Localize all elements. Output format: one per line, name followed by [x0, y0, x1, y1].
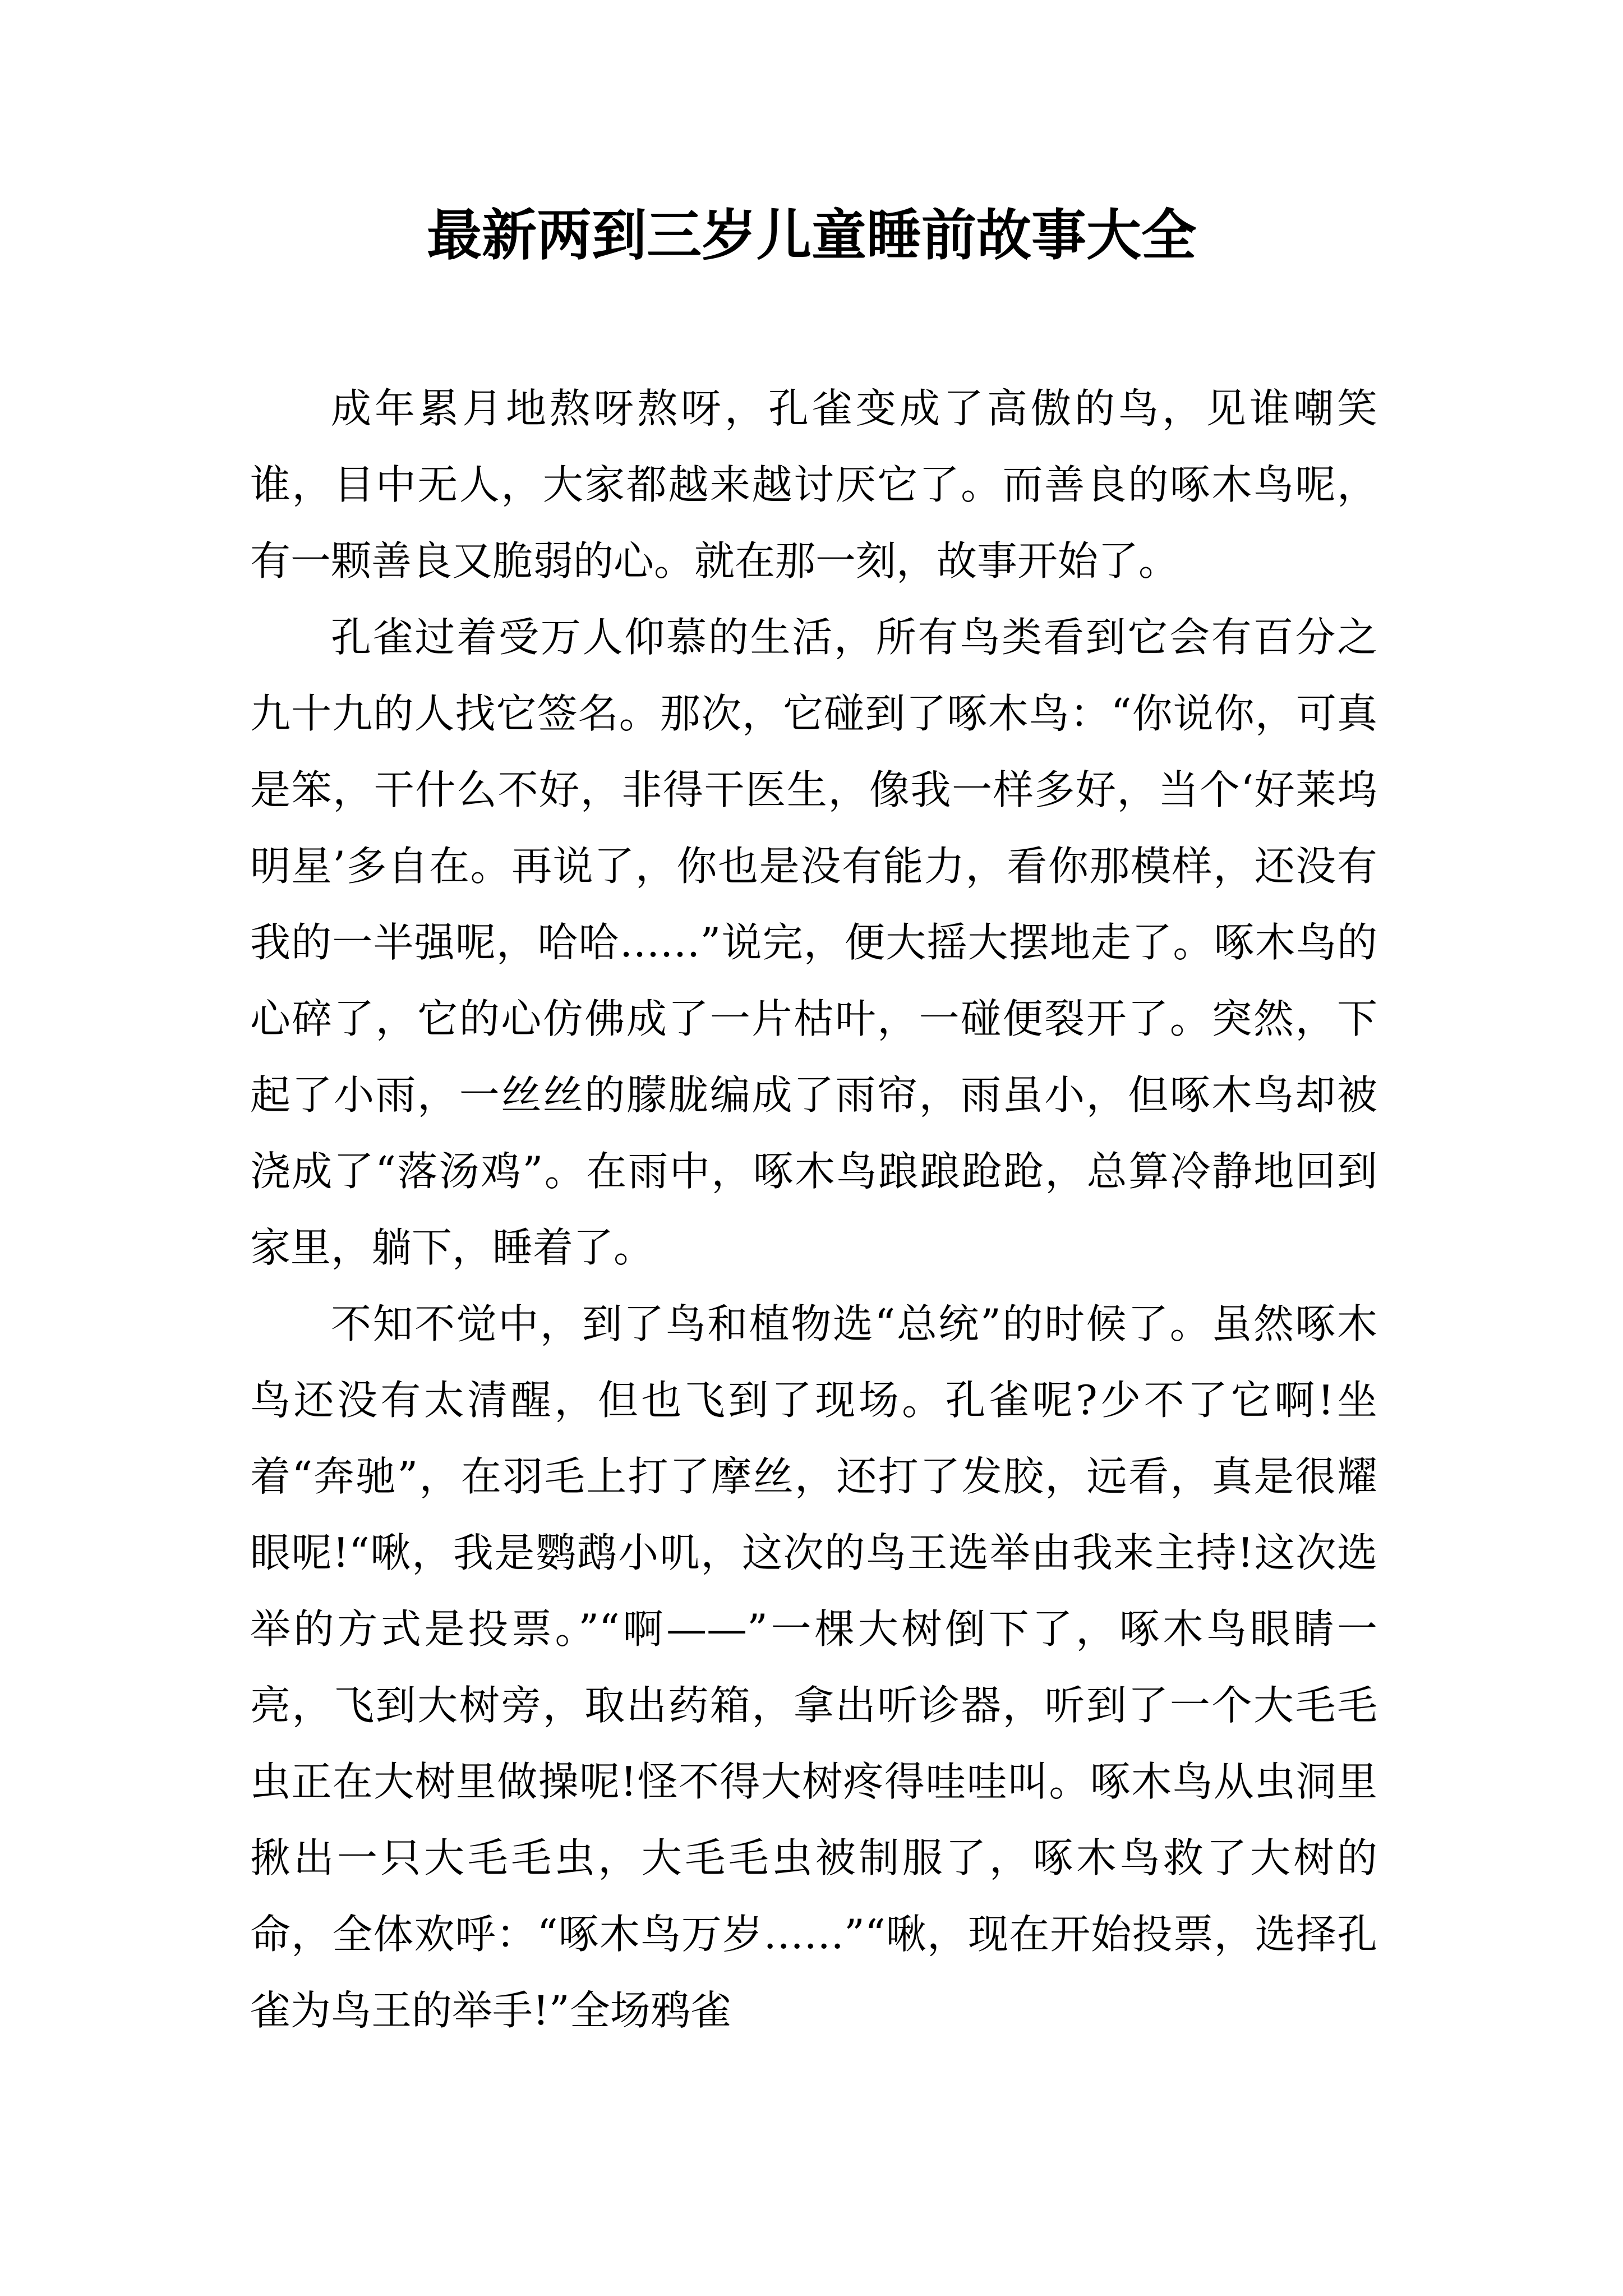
paragraph-1: 成年累月地熬呀熬呀，孔雀变成了高傲的鸟，见谁嘲笑谁，目中无人，大家都越来越讨厌它了。而善良的啄木鸟呢，有一颗善良又脆弱的心。就在那一刻，故事开始了。	[250, 385, 1377, 585]
document-body	[250, 370, 1377, 2049]
document-title: 最新两到三岁儿童睡前故事大全	[426, 203, 1196, 268]
paragraph-2: 孔雀过着受万人仰慕的生活，所有鸟类看到它会有百分之九十九的人找它签名。那次，它碰到了啄木鸟：“你说你，可真是笨，干什么不好，非得干医生，像我一样多好，当个‘好莱坞明星’多自在。再说了，你也是没有能力，看你那模样，还没有我的一半强呢，哈哈……”说完，便大摇大摆地走了。啄木鸟的心碎了，它的心仿佛成了一片枯叶，一碰便裂开了。突然，下起了小雨，一丝丝的朦胧编成了雨帘，雨虽小，但啄木鸟却被浇成了“落汤鸡”。在雨中，啄木鸟踉踉跄跄，总算冷静地回到家里，躺下，睡着了。	[250, 614, 1377, 1271]
paragraph-3: 不知不觉中，到了鸟和植物选“总统”的时候了。虽然啄木鸟还没有太清醒，但也飞到了现场。孔雀呢?少不了它啊!坐着“奔驰”，在羽毛上打了摩丝，还打了发胶，远看，真是很耀眼呢!“啾，我是鹦鹉小叽，这次的鸟王选举由我来主持!这次选举的方式是投票。”“啊——”一棵大树倒下了，啄木鸟眼睛一亮，飞到大树旁，取出药箱，拿出听诊器，听到了一个大毛毛虫正在大树里做操呢!怪不得大树疼得哇哇叫。啄木鸟从虫洞里揪出一只大毛毛虫，大毛毛虫被制服了，啄木鸟救了大树的命，全体欢呼：“啄木鸟万岁……”“啾，现在开始投票，选择孔雀为鸟王的举手!”全场鸦雀	[250, 1300, 1377, 2034]
